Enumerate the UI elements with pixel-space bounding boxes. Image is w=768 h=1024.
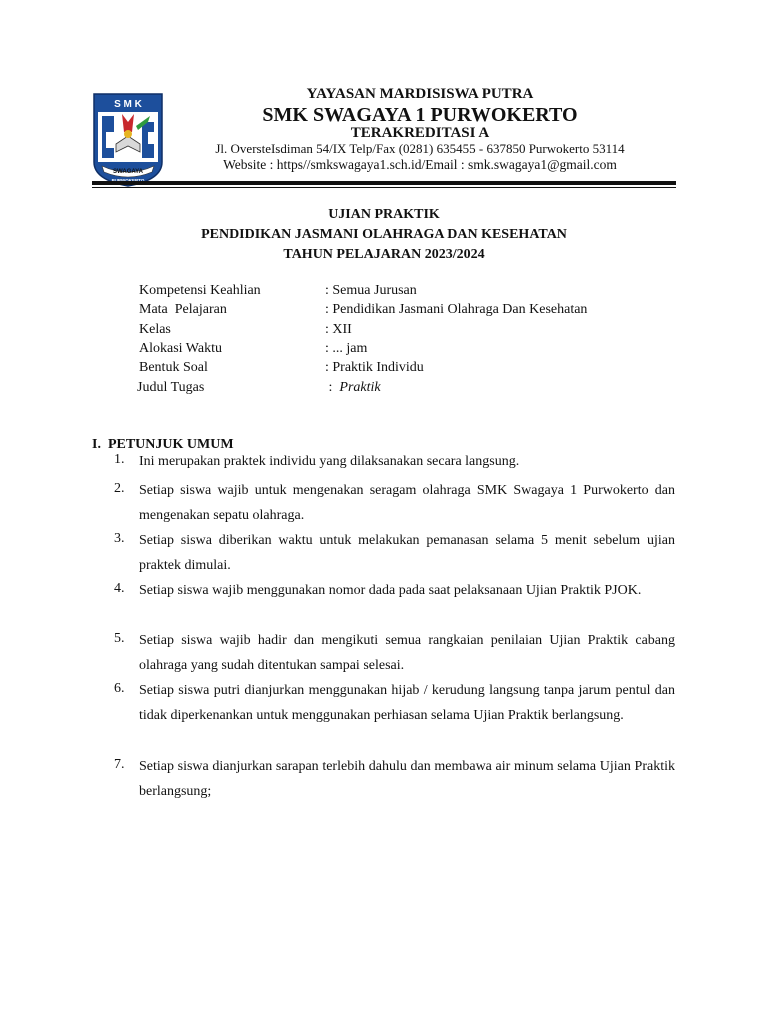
school-website: Website : https//smkswagaya1.sch.id/Email : smk.swagaya1@gmail.com (223, 157, 617, 172)
info-label: Alokasi Waktu (139, 341, 222, 356)
logo-text: S M K (114, 99, 142, 110)
info-value-prefix: : (325, 380, 340, 395)
info-row (0, 322, 768, 342)
foundation-name: YAYASAN MARDISISWA PUTRA (306, 86, 534, 102)
info-value: : Pendidikan Jasmani Olahraga Dan Kesehatan (325, 302, 588, 317)
info-value (325, 380, 381, 396)
school-logo (92, 92, 164, 188)
info-row (0, 341, 768, 361)
section-heading: I. PETUNJUK UMUM (92, 437, 234, 452)
info-label: Bentuk Soal (139, 360, 208, 375)
list-number: 1. (114, 452, 125, 467)
letterhead-divider-thick (92, 181, 676, 185)
info-value-italic: Praktik (339, 380, 381, 395)
accreditation: TERAKREDITASI A (350, 125, 490, 141)
list-text: Ini merupakan praktek individu yang dilaksanakan secara langsung. (139, 454, 520, 469)
info-label: Kompetensi Keahlian (139, 283, 261, 298)
info-value: : Semua Jurusan (325, 283, 417, 298)
list-text: Setiap siswa wajib menggunakan nomor dada pada saat pelaksanaan Ujian Praktik PJOK. (139, 583, 642, 598)
info-row (0, 360, 768, 380)
info-label: Kelas (139, 322, 171, 337)
school-year: TAHUN PELAJARAN 2023/2024 (283, 247, 485, 262)
info-label: Mata Pelajaran (139, 302, 227, 317)
list-number: 7. (114, 757, 125, 772)
list-number: 2. (114, 481, 125, 496)
info-value: : Praktik Individu (325, 360, 424, 375)
info-row (0, 380, 768, 400)
info-label: Judul Tugas (137, 380, 205, 395)
logo-banner: SWAGAYA (113, 169, 143, 175)
list-text: Setiap siswa wajib untuk mengenakan seragam olahraga SMK Swagaya 1 Purwokerto dan mengenakan sepatu olahraga. (139, 483, 675, 523)
exam-title: UJIAN PRAKTIK (328, 207, 440, 222)
subject-title: PENDIDIKAN JASMANI OLAHRAGA DAN KESEHATAN (201, 227, 567, 242)
info-row (0, 302, 768, 322)
info-row (0, 283, 768, 303)
list-text: Setiap siswa dianjurkan sarapan terlebih dahulu dan membawa air minum selama Ujian Praktik berlangsung; (139, 759, 675, 799)
school-name: SMK SWAGAYA 1 PURWOKERTO (262, 104, 578, 126)
list-number: 5. (114, 631, 125, 646)
list-text: Setiap siswa putri dianjurkan menggunakan hijab / kerudung langsung tanpa jarum pentul dan tidak diperkenankan untuk menggunakan perhiasan selama Ujian Praktik berlangsung. (139, 683, 675, 723)
list-number: 3. (114, 531, 125, 546)
info-value: : ... jam (325, 341, 368, 356)
info-value: : XII (325, 322, 352, 337)
letterhead-divider-thin (92, 187, 676, 188)
list-text: Setiap siswa diberikan waktu untuk melakukan pemanasan selama 5 menit sebelum ujian praktek dimulai. (139, 533, 675, 573)
list-text: Setiap siswa wajib hadir dan mengikuti semua rangkaian penilaian Ujian Praktik cabang olahraga yang sudah ditentukan sampai selesai. (139, 633, 675, 673)
list-number: 4. (114, 581, 125, 596)
school-address: Jl. OversteIsdiman 54/IX Telp/Fax (0281) 635455 - 637850 Purwokerto 53114 (215, 141, 625, 156)
list-number: 6. (114, 681, 125, 696)
